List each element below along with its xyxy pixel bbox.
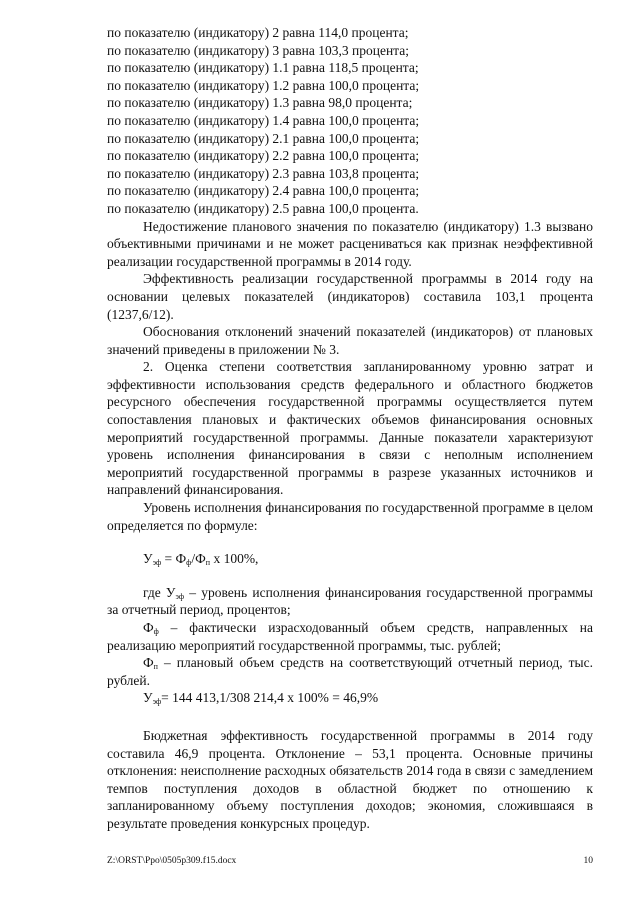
paragraph-deviations: Обоснования отклонений значений показателей (индикаторов) от плановых значений приведены в приложении № 3. bbox=[107, 324, 593, 357]
page-number: 10 bbox=[583, 856, 593, 866]
definition-f-p: $Ф_п$ – плановый объем средств на соответствующий отчетный период, тыс. рублей. bbox=[107, 655, 593, 688]
paragraph-efficiency: Эффективность реализации государственной программы в 2014 году на основании целевых показателей (индикаторов) составила 103,1 процента (1237,6/12). bbox=[107, 271, 593, 322]
indicator-line: по показателю (индикатору) 1.1 равна 118,5 процента; bbox=[107, 60, 419, 76]
file-path: Z:\ORST\Ppo\0505p309.f15.docx bbox=[107, 856, 237, 866]
indicator-line: по показателю (индикатору) 1.2 равна 100,0 процента; bbox=[107, 77, 420, 93]
paragraph-underachievement: Недостижение планового значения по показателю (индикатору) 1.3 вызвано объективными причинами и не может расцениваться как признак неэффективной реализации государственной программы в 2014 году. bbox=[107, 218, 593, 269]
indicator-line: по показателю (индикатору) 2 равна 114,0 процента; bbox=[107, 25, 409, 40]
indicator-line: по показателю (индикатору) 2.3 равна 103,8 процента; bbox=[107, 165, 420, 181]
indicator-list bbox=[107, 24, 593, 218]
definition-f-f: $Ф_ф$ – фактически израсходованный объем средств, направленных на реализацию мероприятий государственной программы, тыс. рублей; bbox=[107, 620, 593, 653]
indicator-line: по показателю (индикатору) 2.1 равна 100,0 процента; bbox=[107, 130, 420, 146]
document-body bbox=[107, 24, 593, 833]
paragraph-conclusion: Бюджетная эффективность государственной программы в 2014 году составила 46,9 процента. Отклонение – 53,1 процента. Основные причины отклонения: неисполнение расходных обязательств 2014 года в связи с замедлением темпов поступления доходов в областной бюджет по отношению к запланированному объему поступления доходов; экономия, сложившаяся в результате проведения конкурсных процедур. bbox=[107, 727, 593, 831]
definition-u-ef: где $У_{эф}$ – уровень исполнения финансирования государственной программы за отчетный период, процентов; bbox=[107, 584, 593, 618]
formula: $У_{эф} = Ф_ф/Ф_п$ х 100%, bbox=[143, 551, 259, 568]
indicator-line: по показателю (индикатору) 1.4 равна 100,0 процента; bbox=[107, 112, 420, 128]
paragraph-formula-intro: Уровень исполнения финансирования по государственной программе в целом определяется по формуле: bbox=[107, 500, 593, 533]
calculation: $У_{эф}= 144$ 413,1/308 214,4 х 100% = 46,9% bbox=[143, 690, 379, 707]
indicator-line: по показателю (индикатору) 3 равна 103,3 процента; bbox=[107, 42, 409, 58]
paragraph-cost-assessment: 2. Оценка степени соответствия запланированному уровню затрат и эффективности использования средств федерального и областного бюджетов ресурсного обеспечения государственной программы осуществляется путем сопоставления плановых и фактических объемов финансирования основных мероприятий государственной программы. Данные показатели характеризуют уровень исполнения финансирования в связи с неполным исполнением мероприятий государственной программы в разрезе указанных источников и направлений финансирования. bbox=[107, 359, 593, 498]
page-footer bbox=[107, 856, 593, 866]
indicator-line: по показателю (индикатору) 2.4 равна 100,0 процента; bbox=[107, 183, 420, 199]
indicator-line: по показателю (индикатору) 2.5 равна 100,0 процента. bbox=[107, 200, 419, 216]
indicator-line: по показателю (индикатору) 1.3 равна 98,0 процента; bbox=[107, 95, 413, 111]
indicator-line: по показателю (индикатору) 2.2 равна 100,0 процента; bbox=[107, 148, 420, 164]
